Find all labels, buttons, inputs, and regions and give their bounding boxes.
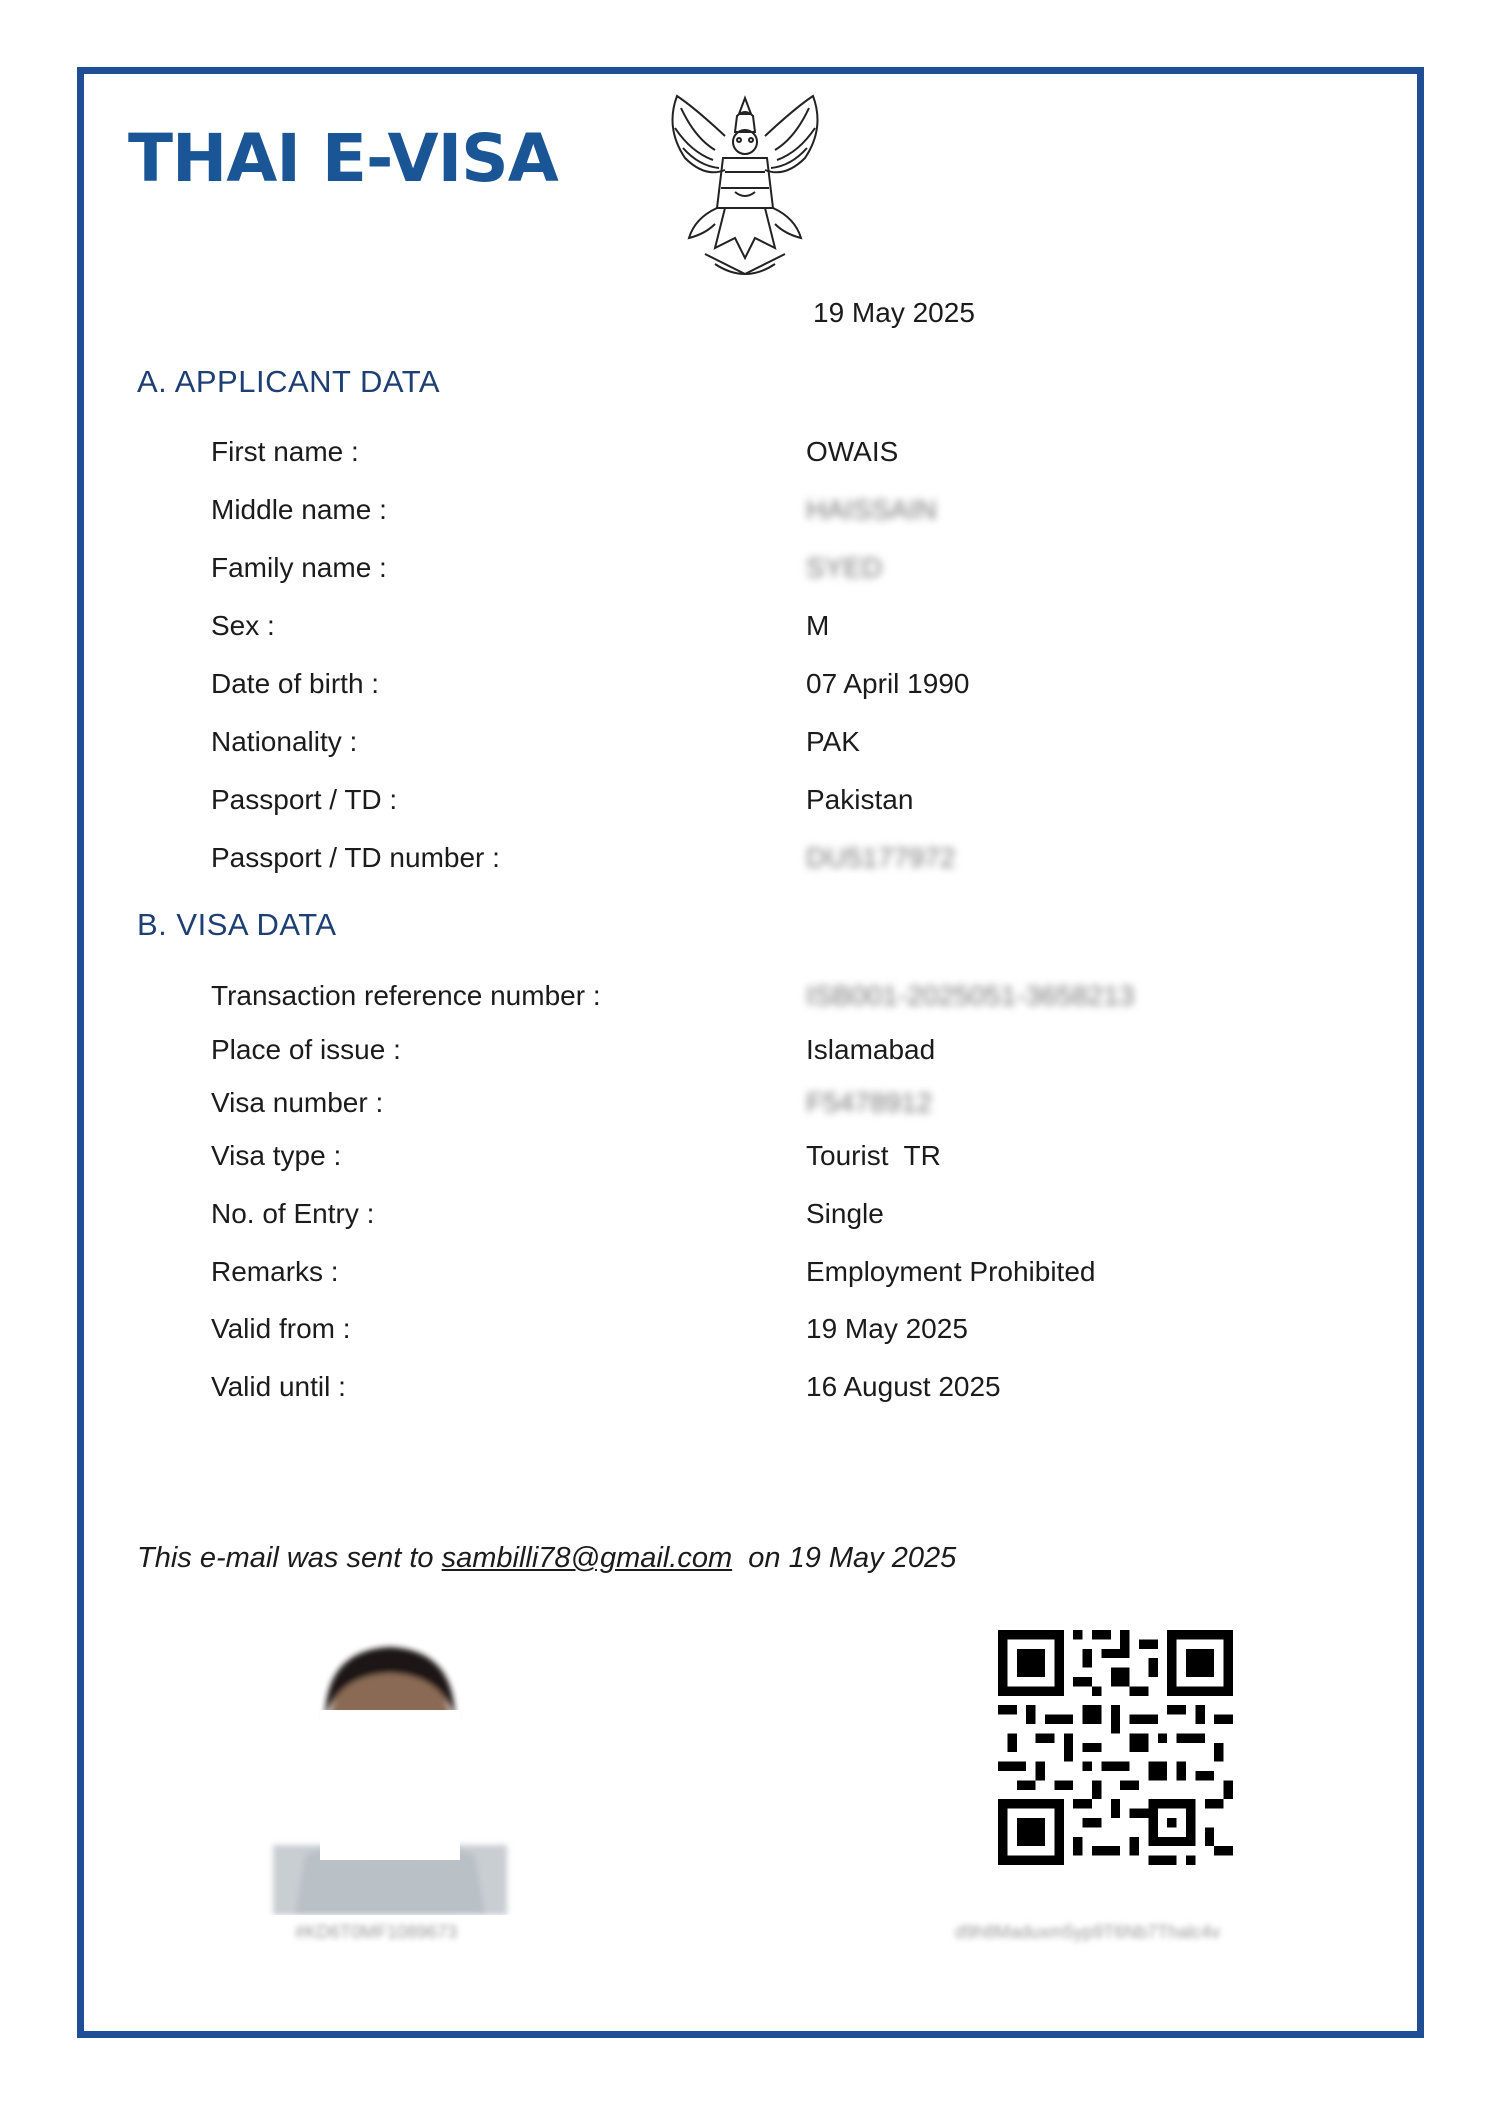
garuda-emblem-icon: [655, 88, 835, 288]
visa-number-label: Visa number :: [211, 1087, 384, 1118]
nationality-label: Nationality :: [211, 726, 358, 757]
applicant-photo: [265, 1615, 515, 1915]
sex-value: M: [806, 610, 830, 641]
passport-td-value: Pakistan: [806, 784, 914, 815]
number-of-entry-value: Single: [806, 1198, 884, 1229]
number-of-entry-label: No. of Entry :: [211, 1198, 375, 1229]
qr-caption: d9h8Maduxm5yp9T6Nb7Thalc4v: [955, 1922, 1221, 1942]
first-name-label: First name :: [211, 436, 359, 467]
photo-caption: #KD6T0MF1089673: [295, 1922, 458, 1942]
middle-name-value: HAISSAIN: [806, 494, 937, 525]
middle-name-label: Middle name :: [211, 494, 387, 525]
visa-type-label: Visa type :: [211, 1140, 342, 1171]
date-of-birth-label: Date of birth :: [211, 668, 380, 699]
nationality-value: PAK: [806, 726, 860, 757]
issue-date: 19 May 2025: [813, 297, 975, 328]
place-of-issue-label: Place of issue :: [211, 1034, 401, 1065]
document-title: THAI E-VISA: [128, 120, 558, 197]
email-link[interactable]: sambilli78@gmail.com: [441, 1542, 733, 1574]
passport-number-label: Passport / TD number :: [211, 842, 500, 873]
family-name-label: Family name :: [211, 552, 387, 583]
qr-code-icon: [998, 1630, 1233, 1865]
visa-type-value: Tourist TR: [806, 1140, 941, 1171]
visa-number-value: F5478912: [806, 1087, 933, 1118]
valid-until-label: Valid until :: [211, 1371, 346, 1402]
visa-data-heading: B. VISA DATA: [137, 907, 337, 942]
valid-until-value: 16 August 2025: [806, 1371, 1001, 1402]
valid-from-label: Valid from :: [211, 1313, 351, 1344]
email-notice: [137, 1542, 956, 1575]
remarks-label: Remarks :: [211, 1256, 339, 1287]
email-prefix: This e-mail was sent to: [137, 1542, 442, 1574]
passport-number-value: DU5177972: [806, 842, 956, 873]
email-suffix: on 19 May 2025: [732, 1542, 957, 1574]
date-of-birth-value: 07 April 1990: [806, 668, 970, 699]
sex-label: Sex :: [211, 610, 275, 641]
applicant-data-heading: A. APPLICANT DATA: [137, 364, 441, 399]
passport-td-label: Passport / TD :: [211, 784, 398, 815]
place-of-issue-value: Islamabad: [806, 1034, 936, 1065]
transaction-reference-value: ISB001-2025051-3658213: [806, 980, 1135, 1011]
family-name-value: SYED: [806, 552, 883, 583]
valid-from-value: 19 May 2025: [806, 1313, 968, 1344]
transaction-reference-label: Transaction reference number :: [211, 980, 601, 1011]
remarks-value: Employment Prohibited: [806, 1256, 1096, 1287]
first-name-value: OWAIS: [806, 436, 899, 467]
